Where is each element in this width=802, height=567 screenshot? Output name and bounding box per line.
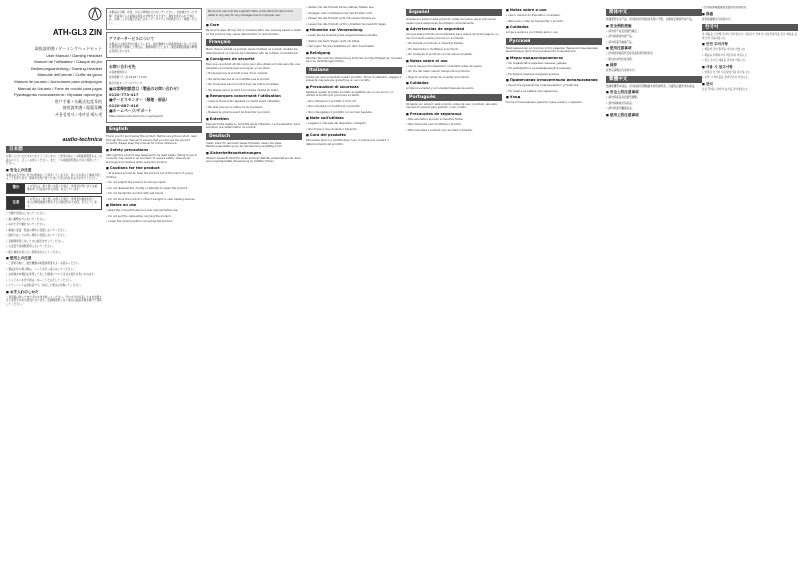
list-item: • 제품에 강한 충격을 가하지 마십시오.	[702, 48, 798, 52]
list-item: • ヘッドホンを外す際は、ゆっくりとはずしてください。	[6, 279, 102, 283]
contact-sub-web: ■ホームページ/サポート	[109, 108, 152, 113]
list-item: • Zerlegen oder modifizieren Sie das Produkt nicht.	[306, 12, 402, 16]
pt-safety-heading: ■ Precauções de segurança	[406, 112, 502, 117]
en-cautions-heading: ■ Cautions for the product	[106, 166, 202, 171]
it-notes-heading: ■ Note sull'utilizzo	[306, 116, 402, 121]
column-8	[702, 6, 798, 562]
kr-safety-heading: ■ 안전 주의사항	[702, 42, 798, 47]
caution-box	[6, 196, 102, 211]
section-portuguese: Português	[406, 94, 502, 101]
contact-line: 株式会社オーディオテクニカ	[109, 81, 143, 85]
list-item: • Do not store the product in direct sunlight or near heating devices.	[106, 198, 202, 202]
list-item: • Do not disassemble, modify or attempt to repair the product.	[106, 187, 202, 191]
list-item: • 请勿使产品受到强烈撞击。	[606, 30, 702, 34]
disassembly-notice	[106, 8, 202, 30]
section-japanese: 日本語	[6, 146, 102, 153]
after-service-text: 本製品には保証書が付属しています。保証期間中に取扱説明書に従った正常な使用状態で故障した場合は、無償修理いたします。保証期間経過後の修理は有償となります。	[109, 42, 197, 53]
pt-care-heading: ■ Cuidados	[506, 25, 602, 30]
ja-intro: お買い上げいただきありがとうございます。ご使用の前にこの取扱説明書をよくお読みのうえ、正しくお使いください。また、この取扱説明書は大切に保管してください。	[6, 155, 102, 166]
list-item: • 強い衝撃を与えないでください。	[6, 218, 102, 222]
notice-text: 本製品の分解、改造、および修理は行わないでください。お客様が行った分解・改造等による故障は保証の対象外となります。異常が認められた場合は、お買い上げの販売店またはオーディオテクニカ相談窓口へご連絡ください。	[109, 11, 198, 25]
list-item: • To prevent accidents, keep the product out of the reach of young children.	[106, 172, 202, 179]
section-korean: 한국어	[702, 24, 798, 31]
contact-sub-inquiry: ■お客様相談窓口（製品のお問い合わせ）	[109, 86, 181, 91]
phone-inquiry: 0120-773-417	[109, 91, 139, 97]
list-item: • Lassen Sie das Produkt nicht in direktem Sonnenlicht liegen.	[306, 23, 402, 27]
ja-safety-heading: ■ 安全上の注意	[6, 168, 102, 173]
list-item: • 请勿拆卸或改装产品。	[606, 35, 702, 39]
list-item: • 使用前請閱讀連接裝置的使用說明書。	[702, 6, 798, 10]
list-item: • No someta el producto a impactos fuertes.	[406, 42, 502, 46]
note-text: Be sure to use only the supplied cable. Audio-Technica will not be liable in any way for any damages due to improper use.	[208, 10, 293, 17]
list-item: • Fassen Sie das Produkt nicht mit nassen Händen an.	[306, 17, 402, 21]
list-item: • No manipule el producto con las manos mojadas.	[406, 53, 502, 57]
list-item: • Do not subject the product to strong impact.	[106, 181, 202, 185]
es-care-text: Limpie la suciedad y la humedad después de usarlo.	[406, 87, 475, 90]
list-item: • Leggere il manuale del dispositivo collegato.	[306, 122, 402, 126]
tw-intro: 感謝您購買本產品。使用前請仔細閱讀本使用說明書，以確保正確使用本產品。	[606, 84, 697, 88]
title-it: Manuale dell'utente / Cuffie da gioco	[37, 72, 102, 78]
list-item: • Lea el manual del dispositivo conectado antes de usarlo.	[406, 65, 502, 69]
list-item: • Não submeta o produto a impactos fortes.	[406, 118, 502, 122]
fr-care-heading: ■ Entretien	[206, 117, 302, 122]
list-item: • Ziehen Sie beim Tragen nicht am Kabel.	[306, 40, 402, 44]
column-5	[406, 6, 502, 562]
ru-care-heading: ■ Уход	[506, 95, 602, 100]
warning-box	[6, 183, 102, 194]
contact-sub-service: ■サービスセンター（修理・部品）	[109, 97, 170, 102]
after-service-box	[106, 32, 202, 58]
list-item: • 젖은 손으로 제품을 만지지 마십시오.	[702, 59, 798, 63]
ru-intro: Благодарим вас за покупку этого изделия. Перед использованием внимательно прочтите руководство пользователя.	[506, 46, 598, 53]
list-item: • Non tirare il cavo durante il trasporto.	[306, 128, 402, 132]
section-german: Deutsch	[206, 133, 302, 140]
ru-notes-heading: ■ Примечания относительно использования	[506, 78, 602, 83]
list-item: • Lower the volume before connecting the product.	[106, 220, 202, 224]
list-item: • Не берите изделие мокрыми руками.	[506, 73, 602, 77]
list-item: • Do not pull the cable when carrying the product.	[106, 215, 202, 219]
section-traditional-chinese: 繁體中文	[606, 76, 702, 83]
list-item: • 搬运时请勿拉扯线缆。	[606, 58, 702, 62]
list-item: • 제품을 분해하거나 개조하지 마십시오.	[702, 54, 798, 58]
list-item: • 極端に高温・低温の場所に放置しないでください。	[6, 229, 102, 233]
kr-care-text: 사용 후에는 먼지와 습기를 닦아내십시오.	[702, 87, 749, 91]
cn-care-text: 使用后请擦去污垢和水分。	[606, 69, 638, 72]
it-care-heading: ■ Cura del prodotto	[306, 133, 402, 138]
list-item: • 長時間使用しないときは接続を外してください。	[6, 240, 102, 244]
list-item: • N'exposez pas le produit à des chocs violents.	[206, 72, 302, 76]
list-item: • Read the connected device's user manual before use.	[106, 209, 202, 213]
list-item: • 湿気やほこりの多い場所に放置しないでください。	[6, 234, 102, 238]
fr-notes-heading: ■ Remarques concernant l'utilisation	[206, 94, 302, 99]
section-russian: Русский	[506, 38, 602, 45]
ja-use-heading: ■ 使用上の注意	[6, 256, 102, 261]
brand-name: audio-technica	[62, 136, 102, 143]
pt-intro: Obrigado por adquirir este produto. Antes de usar o produto, leia este manual do usuário para garantir o uso correto.	[406, 102, 497, 109]
list-item: • Non sottoporre il prodotto a forti urti.	[306, 100, 402, 104]
section-italian: Italiano	[306, 67, 402, 74]
list-item: • 使用前请阅读所连接设备的使用说明书。	[606, 52, 702, 56]
fr-safety-text: Bien que ce produit ait été conçu pour être utilisé en toute sécurité, une utilisation incorrecte peut provoquer un accident.	[206, 63, 301, 70]
list-item: • Ne tirez pas sur le câble lors du transport.	[206, 106, 302, 110]
ru-safety-heading: ■ Меры предосторожности	[506, 56, 602, 61]
list-item: • 연결된 기기의 사용설명서를 읽으십시오.	[702, 71, 798, 75]
list-item: • Baissez le volume avant de brancher le produit.	[206, 111, 302, 115]
ru-care-text: После использования удалите грязь и влагу с изделия.	[506, 101, 583, 104]
list-item: • Baje el volumen antes de conectar el producto.	[406, 76, 502, 80]
list-item: • 肌に異常を感じたら使用を中止してください。	[6, 251, 102, 255]
list-item: • 分解や改造はしないでください。	[6, 212, 102, 216]
list-item: • Verringern Sie die Lautstärke vor dem Anschließen.	[306, 45, 402, 49]
it-care-text: Rimuovere sporco e umidità dopo l'uso. Il sudore può causare il deterioramento del prodotto.	[306, 139, 389, 146]
section-simplified-chinese: 简体中文	[606, 9, 702, 16]
de-safety-text: Obwohl dieses Produkt für einen sicheren Betrieb entwickelt wurde, kann eine unsachgemäße Verwendung zu Unfällen führen.	[206, 156, 302, 163]
kr-care-heading: ■ 관리	[702, 82, 798, 87]
title-fr: Manuel de l'utilisateur / Casque de jeu	[34, 59, 102, 65]
column-2	[106, 6, 202, 562]
title-zh-cn: 用户手册 / 头戴式电竞耳机	[54, 98, 102, 104]
warning-text: この表示は「取り扱いを誤った場合、使用者が死亡または重傷を負う可能性がある内容」を示しています。	[27, 184, 98, 192]
contact-heading: お問い合わせ先	[109, 64, 136, 69]
ja-care-text: ご使用後は乾いた布で汚れを拭き取ってください。汗や水分が付着したまま放置すると変色や劣化の原因になります。長期間使用しない場合は高温多湿を避けて保管してください。	[6, 295, 102, 306]
contact-box	[106, 60, 202, 123]
de-notes-heading: ■ Hinweise zur Verwendung	[306, 28, 402, 33]
column-1	[6, 6, 102, 562]
list-item: • Non smontare né modificare il prodotto.	[306, 105, 402, 109]
es-care-heading: ■ Cuidados	[406, 81, 502, 86]
es-intro: Gracias por adquirir este producto. Antes de usarlo, lea el manual de usuario para asegurarse de utilizarlo correctamente.	[406, 18, 496, 25]
list-item: • 请勿用湿手触摸产品。	[606, 41, 702, 45]
en-intro: Thank you for purchasing this product. Before using the product, read through this user manual to ensure that you will use the product correctly. Please keep this manual for future reference.	[106, 135, 197, 145]
list-item: • No desmonte ni modifique el producto.	[406, 48, 502, 52]
list-item: • 請勿用濕手觸摸產品。	[606, 107, 702, 111]
caution-label: 注意	[7, 197, 25, 210]
title-en: User Manual / Gaming Headset	[45, 52, 102, 58]
list-item: • 請勿拆解或改造產品。	[606, 102, 702, 106]
title-ja: 取扱説明書 / ゲーミングヘッドセット	[34, 46, 102, 51]
cn-intro: 感谢您购买本产品。使用前请仔细阅读本用户手册，以确保正确使用本产品。	[606, 18, 695, 21]
it-safety-heading: ■ Precauzioni di sicurezza	[306, 85, 402, 90]
pt-care-text: Limpe a sujeira e a umidade após o uso.	[506, 31, 559, 34]
audio-technica-logo-icon	[88, 6, 102, 22]
title-ko: 사용설명서 / 게이밍 헤드셋	[55, 111, 102, 117]
title-zh-tw: 使用說明書 / 電競耳機	[62, 105, 102, 111]
tw-safety-heading: ■ 安全上的注意事項	[606, 90, 702, 95]
section-french: Français	[206, 39, 302, 46]
list-item: • Ne démontez pas et ne modifiez pas le produit.	[206, 78, 302, 82]
es-safety-text: Aunque este producto se ha diseñado para usarse de forma segura, un uso incorrecto puede provocar un accidente.	[406, 33, 499, 40]
tw-notes-heading: ■ 使用上的注意事項	[606, 113, 702, 118]
list-item: • Не подвергайте изделие сильным ударам.	[506, 62, 602, 66]
en-care-heading: ■ Care	[206, 23, 302, 28]
tw-care-heading: ■ 保養	[702, 12, 798, 17]
de-safety-heading: ■ Sicherheitsvorkehrungen	[206, 151, 302, 156]
ja-safety-text: 本製品は安全性に充分な配慮をして設計していますが、使い方を誤ると事故が起こることがあります。事故を未然に防ぐために下記の内容を必ずお守りください。	[6, 173, 102, 181]
contact-line: お客様相談窓口	[109, 70, 128, 74]
kr-intro: 본 제품을 구입해 주셔서 감사합니다. 사용하기 전에 본 사용설명서를 읽고 제품을 올바르게 사용하십시오.	[702, 33, 798, 40]
list-item: • Ne manipulez pas le produit avec les mains mouillées.	[206, 83, 302, 87]
column-4	[306, 6, 402, 562]
pt-notes-heading: ■ Notas sobre o uso	[506, 8, 602, 13]
list-item: • Lesen Sie die Anleitung des angeschlossenen Geräts.	[306, 34, 402, 38]
list-item: • Прочтите руководство подключаемого устройства.	[506, 84, 602, 88]
warning-label: 警告	[7, 184, 25, 193]
it-intro: Grazie per aver acquistato questo prodotto. Prima di utilizzarlo, leggere il presente manuale per garantirne un uso corretto.	[306, 75, 402, 82]
cn-safety-heading: ■ 安全预防措施	[606, 24, 702, 29]
list-item: • 製品を持ち運ぶ際は、コードを引っ張らないでください。	[6, 268, 102, 272]
list-item: • お客様が本製品を使用して生じた損害について当社は責任を負いかねます。	[6, 273, 102, 277]
list-item: • Ne laissez pas le produit à la lumière directe du soleil.	[206, 89, 302, 93]
column-6	[506, 6, 602, 562]
list-item: • Lisez le manuel de l'appareil connecté avant utilisation.	[206, 100, 302, 104]
supplied-cable-note	[206, 8, 302, 21]
en-care-text: Be sure to wipe off any dirt or moisture after use. Leaving sweat or water on the product may cause deterioration or discoloration.	[206, 29, 302, 36]
column-7	[606, 6, 702, 562]
title-ru: Руководство пользователя / Игровая гарнитура	[13, 92, 102, 98]
support-url[interactable]: https://www.audio-technica.co.jp/support/	[109, 114, 164, 118]
cn-notes-heading: ■ 使用注意事项	[606, 46, 702, 51]
list-item: • Não desmonte nem modifique o produto.	[406, 123, 502, 127]
list-item: • ご使用の前に、接続機器の取扱説明書をよくお読みください。	[6, 262, 102, 266]
list-item: • ぬれた手で触れないでください。	[6, 223, 102, 227]
kr-notes-heading: ■ 사용 시 참고사항	[702, 65, 798, 70]
section-english: English	[106, 126, 202, 133]
list-item: • 請勿使產品受到強烈撞擊。	[606, 96, 702, 100]
list-item: • イヤーパッドは消耗品です。劣化した場合は交換してください。	[6, 284, 102, 288]
list-item: • 운반 시 케이블을 잡아당기지 마십시오.	[702, 76, 798, 80]
de-care-text: Wischen Sie nach der Verwendung Schmutz und Feuchtigkeit ab. Schweiß kann zu Verfärbungen führen.	[306, 56, 402, 63]
caution-text: この表示は「取り扱いを誤った場合、使用者が傷害を負う、または物的損害が発生する可能性がある内容」を示しています。	[27, 197, 98, 208]
list-item: • 大音量で長時間使用しないでください。	[6, 245, 102, 249]
title-de: Bedienungsanleitung / Gaming-Headset	[31, 65, 102, 71]
fr-care-text: Essuyez toute saleté ou humidité après utilisation. La transpiration peut entraîner une détérioration du produit.	[206, 122, 300, 129]
phone-service: 0120-887-416	[109, 102, 139, 108]
de-care-heading: ■ Reinigung	[306, 51, 402, 56]
title-pt: Manual do Usuário / Fone de ouvido para jogos	[17, 85, 102, 91]
it-safety-text: Sebbene questo prodotto sia stato progettato per un uso sicuro, un utilizzo scorretto può provocare incidenti.	[306, 90, 394, 97]
after-service-heading: アフターサービスについて	[109, 36, 155, 41]
de-intro: Vielen Dank für den Kauf dieses Produkts. Lesen Sie diese Bedienungsanleitung vor der Verwendung sorgfältig durch.	[206, 141, 283, 148]
en-notes-heading: ■ Notes on use	[106, 203, 202, 208]
list-item: • Não puxe o cabo ao transportar o produto.	[506, 20, 602, 24]
tw-care-text: 使用後請擦去污垢和水分。	[702, 17, 734, 21]
fr-intro: Merci d'avoir acheté ce produit. Avant d'utiliser ce produit, veuillez lire attentivement ce manuel de l'utilisateur afin de l'utiliser correctement.	[206, 48, 299, 55]
list-item: • Не разбирайте и не модифицируйте изделие.	[506, 67, 602, 71]
model-number: ATH-GL3 ZIN	[52, 28, 102, 37]
list-item: • Не тяните за кабель при переноске.	[506, 90, 602, 94]
list-item: • Non maneggiare il prodotto con le mani bagnate.	[306, 111, 402, 115]
es-safety-heading: ■ Advertencias de seguridad	[406, 27, 502, 32]
list-item: • Setzen Sie das Produkt keinen starken Stößen aus.	[306, 6, 402, 10]
fr-safety-heading: ■ Consignes de sécurité	[206, 57, 302, 62]
column-3	[206, 6, 302, 562]
list-item: • Leia o manual do dispositivo conectado.	[506, 14, 602, 18]
cn-care-heading: ■ 保养	[606, 63, 702, 68]
list-item: • No tire del cable cuando transporte el producto.	[406, 70, 502, 74]
es-notes-heading: ■ Notas sobre el uso	[406, 59, 502, 64]
section-spanish: Español	[406, 9, 502, 16]
list-item: • Do not handle the product with wet hands.	[106, 192, 202, 196]
list-item: • Não manuseie o produto com as mãos molhadas.	[406, 129, 502, 133]
title-es: Manual de usuario / Auriculares para videojuegos	[14, 78, 102, 84]
contact-line: 受付時間 月～金 10:00～17:00	[109, 76, 147, 79]
en-safety-heading: ■ Safety precautions	[106, 148, 202, 153]
ja-care-heading: ■ お手入れのしかた	[6, 290, 102, 295]
en-safety-text: Although this product was designed to be used safely, failing to use it correctly may result in an accident. To ensure safety, observe all warnings and cautions while using the product.	[106, 153, 197, 164]
